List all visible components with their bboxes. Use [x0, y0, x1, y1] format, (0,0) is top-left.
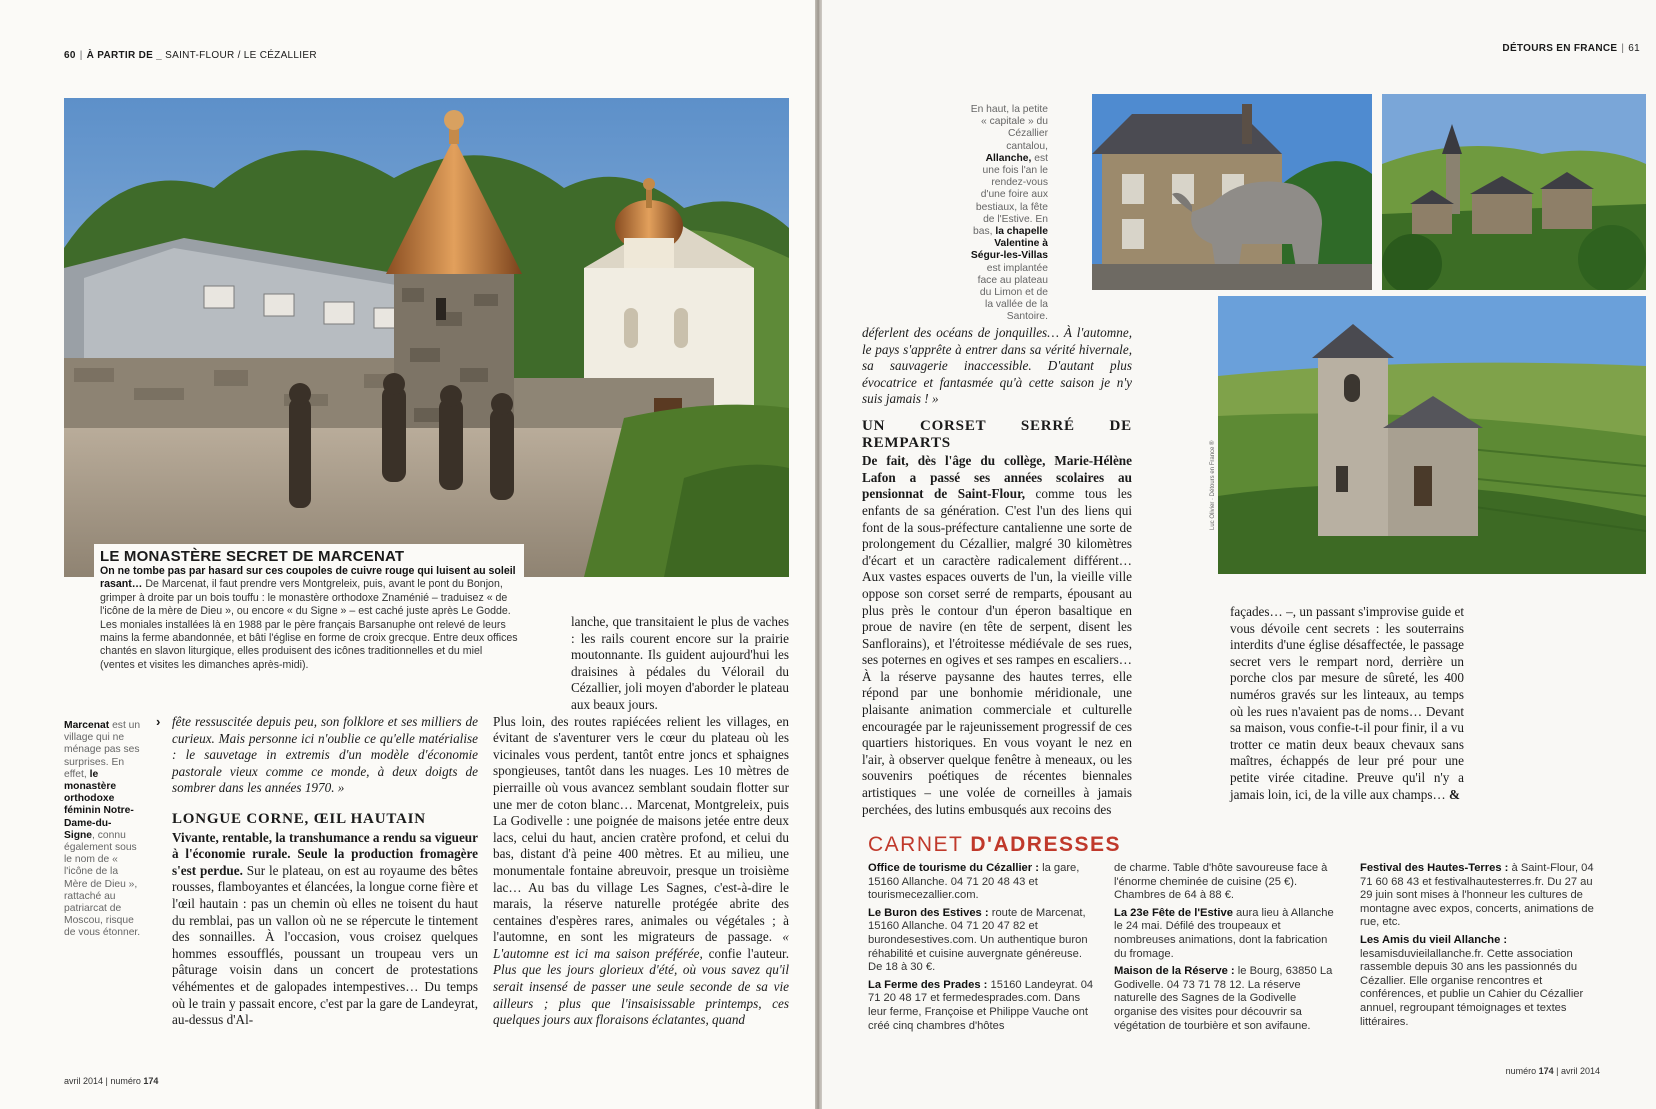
carnet-entry: [1114, 965, 1342, 1033]
quote-attribution: confie l'auteur.: [702, 945, 789, 961]
carnet-entry-text: 15160 Landeyrat. 04 71 20 48 17 et fermedesprades.com. Dans leur ferme, Françoise et Philippe Vauche ont créé cinq chambres d'hôtes: [868, 978, 1094, 1032]
article-column-1: [156, 714, 478, 1029]
left-folio: 60 | À PARTIR DE _ SAINT-FLOUR / LE CÉZALLIER: [64, 50, 317, 61]
magazine-title: DÉTOURS EN FRANCE: [1502, 43, 1618, 54]
column-a-body: [862, 453, 1132, 818]
end-mark: &: [1449, 786, 1461, 802]
carnet-title-bold: D'ADRESSES: [970, 833, 1122, 856]
column-1-intro: [156, 714, 478, 797]
column-2-top: lanche, que transitaient le plus de vaches : les rails courent encore sur la prairie moutonnante. Ils guident aujourd'hui les draisines à pédales du Vélorail du Cézallier, joli moyen d'aborder le plateau aux beaux jours.: [571, 614, 789, 712]
section-heading: LONGUE CORNE, ŒIL HAUTAIN: [172, 810, 426, 827]
column-2-body: [493, 714, 789, 1029]
left-page: [0, 0, 815, 1109]
column-a-lead: De fait, dès l'âge du collège, Marie-Hélène Lafon a passé ses années scolaires au pensionnat de Saint-Flour,: [862, 453, 1132, 502]
carnet-entry: [1360, 934, 1594, 1029]
caption-text-1: En haut, la petite « capitale » du Cézallier cantalou,: [970, 104, 1048, 152]
column-1-lead: Vivante, rentable, la transhumance a rendu sa vigueur à l'économie rurale. Seule la production fromagère s'est perdue.: [172, 829, 478, 878]
allanche-cow-photo: [1092, 94, 1372, 290]
caption-bold-1: Allanche,: [985, 152, 1032, 164]
caption-text-2: est une fois l'an le rendez-vous d'une foire aux bestiaux, la fête de l'Estive. En bas,: [973, 152, 1048, 238]
right-footer: numéro 174 | avril 2014: [1505, 1066, 1600, 1076]
quote-rest: Plus que les jours glorieux d'été, où vous savez qu'il serait insensé de passer une seule seconde de sa vie ailleurs ; plus que l'insaisissable printemps, ces quelques jours aux floraisons éclatantes, quand: [493, 962, 789, 1028]
column-1-intro-text: fête ressuscitée depuis peu, son folklore et ses milliers de curieux. Mais personne ici n'oublie ce qu'elle matérialise : le sauvetage in extremis d'un modèle d'économie pastorale vieux comme ce monde, à deux doigts de sombrer dans les années 1970. »: [172, 714, 478, 796]
footer-date: avril 2014: [64, 1076, 104, 1086]
footer-label: numéro: [1505, 1066, 1537, 1076]
column-2-text: Plus loin, des routes rapiécées relient les villages, en évitant de s'aventurer vers le cœur du plateau où les vicinales vous perdent, tantôt entre joncs et sphaignes spongieuses, tantôt dans les nuages. Les 10 mètres de pierraille où vous avancez semblant soudain flotter sur une mer de coton blanc… Marcenat, Montgreleix, puis La Godivelle : une poignée de maisons jetée entre deux lacs, celui du haut, ancien cratère profond, et celui du bas, distant d'à peine 400 mètres. Et au milieu, une monumentale fontaine abreuvoir, presque un troisième lac… Au bas du village Les Sagnes, c'est-à-dire le marais, la réserve naturelle protégée abrite des centaines d'espères rares, animales ou végétales ; à l'automne, en sont les migrateurs de passage.: [493, 713, 789, 945]
sidebar-bold-2: le monastère orthodoxe féminin Notre-Dame-du-Signe: [64, 768, 134, 841]
page-number: 61: [1628, 43, 1640, 54]
section-label: À PARTIR DE _: [86, 50, 163, 61]
caption-body: De Marcenat, il faut prendre vers Montgreleix, puis, avant le pont du Bonjon, grimper à droite par un bois touffu : le monastère orthodoxe Znaménié – traduisez « de l'icône de la mère de Dieu », ou encore « du Signe » – est caché juste après Le Godde. Les moniales installées là en 1988 par le père français Barsanuphe ont relevé de leurs mains la ferme abandonnée, et bâti l'église en forme de croix grecque. Entre deux offices chantés en slavon liturgique, elles produisent des icônes traditionnelles et du miel (ventes et visites les dimanches après-midi).: [100, 578, 518, 671]
carnet-entry: [1114, 907, 1342, 961]
column-a-text: comme tous les enfants de sa génération. C'est l'un des liens qui font de la sous-préfecture cantalienne une sorte de prolongement du Cézallier, malgré 30 kilomètres d'écart et un caractère radicalement différent… Aux vastes espaces ouverts de l'un, la vieille ville oppose son corset serré de remparts, épousant au plus près le contour d'un éperon basaltique en proue de navire (en tête de serpent, disent les Sanflorains), et l'étroitesse médiévale de ses rues, ses poternes en ogives et ses rampes en escaliers… À la réserve paysanne des hautes terres, elle répond par une bonhomie méridionale, une plaisante animation commerciale et culturelle encouragée par le rajeunissement progressif de ces quartiers historiques. En vous voyant le nez en l'air, à observer quelque fenêtre à meneaux, ou les souvenirs poétiques de récentes biennales artistiques – une volée de corneilles à jamais perchées, des lutins embusqués aux recoins des: [862, 486, 1132, 817]
carnet-entry: [868, 979, 1096, 1033]
footer-issue-number: 174: [143, 1076, 159, 1086]
article-column-b: [1160, 604, 1464, 803]
carnet-entry-name: Maison de la Réserve :: [1114, 965, 1235, 978]
section-heading: UN CORSET SERRÉ DE REMPARTS: [862, 417, 1132, 451]
photo-credit: Luc Olivier · Détours en France ®: [1210, 440, 1216, 530]
carnet-entry-text: aura lieu à Allanche le 24 mai. Défilé des troupeaux et nombreuses animations, dont la fabrication du fromage.: [1114, 906, 1334, 960]
caption-bold-2: la chapelle Valentine à Ségur-les-Villas: [970, 226, 1048, 262]
column-b-text: façades… –, un passant s'improvise guide et vous dévoile cent secrets : les souterrains interdits d'une église désaffectée, le passage secret vers le rempart nord, derrière un porche clos par mesure de sûreté, les 400 numéros gravés sur les linteaux, au temps où les rues n'avaient pas de noms… Devant sa maison, vous confie-t-il pour finir, il a vu trotter ce matin deux beaux chevaux sans maîtres, échappés de leur pré pour une petite virée citadine. Preuve qu'il n'y a jamais loin, ici, de la ville aux champs…: [1230, 604, 1464, 802]
carnet-entry-text: à Saint-Flour, 04 71 60 68 43 et festivalhautesterres.fr. Du 27 au 29 juin sont mises à l'honneur les cultures de montagne avec expos, concerts, animations de rue, etc.: [1360, 862, 1594, 929]
column-1-text: Sur le plateau, on est au royaume des bêtes rousses, flamboyantes et élancées, la longue corne fière et l'œil hautain : pas un chemin où elles ne toisent du haut du remblai, pas un vallon où ne se répercute le tintement des sonnailles. À l'occasion, vous croisez quelques hommes essoufflés, poussant un troupeau vers un pâturage voisin dans un concert de protestations véhémentes et de galopades intempestives… Du temps où le train y passait encore, c'est par la gare de Landeyrat, au-dessus d'Al-: [172, 862, 478, 1028]
caption-text: [100, 565, 518, 672]
sidebar-text-2: , connu également sous le nom de « l'icône de la Mère de Dieu », rattaché au patriarcat de Moscou, risque de vous étonner.: [64, 829, 141, 939]
quote-open: « L'automne est ici ma saison préférée,: [493, 929, 789, 961]
carnet-entry-text: route de Marcenat, 15160 Allanche. 04 71 20 47 82 et burondesestives.com. Un authentique buron réhabilité et cuisine auvergnate généreuse. De 18 à 30 €.: [868, 906, 1088, 974]
carnet-entry-text: de charme. Table d'hôte savoureuse face à l'énorme cheminée de cuisine (25 €). Chambres de 64 à 88 €.: [1114, 862, 1328, 902]
monastery-photo: [64, 98, 789, 577]
carnet-column-2: [1114, 862, 1342, 1037]
monastery-caption: [94, 544, 524, 685]
left-footer: avril 2014 | numéro 174: [64, 1076, 159, 1086]
carnet-entry-text: la gare, 15160 Allanche. 04 71 20 48 43 et tourismecezallier.com.: [868, 862, 1080, 902]
sidebar-note: [64, 720, 142, 940]
article-column-a: [862, 325, 1132, 818]
right-page: [822, 0, 1656, 1109]
carnet-entry: [868, 907, 1096, 975]
sidebar-bold-1: Marcenat: [64, 720, 110, 731]
carnet-entry-text: lesamisduvieilallanche.fr. Cette association rassemble depuis 30 ans les passionnés du Cézallier. Elle organise rencontres et conférences, et publie un Cahier du Cézallier annuel, regroupant témoignages et textes littéraires.: [1360, 947, 1584, 1028]
carnet-entry-name: Les Amis du vieil Allanche :: [1360, 933, 1508, 946]
article-column-2: [493, 614, 789, 1029]
carnet-title: [868, 833, 1121, 857]
page-number: 60: [64, 50, 76, 61]
allanche-village-photo: [1382, 94, 1646, 290]
column-a-intro: déferlent des océans de jonquilles… À l'automne, le pays s'apprête à entrer dans sa vérité hivernale, sa sauvagerie inaccessible. D'autant plus évocatrice et fantasmée qu'à cette saison je n'y suis jamais ! »: [862, 325, 1132, 407]
carnet-entry-name: La Ferme des Prades :: [868, 978, 988, 991]
carnet-entry: [1360, 862, 1594, 930]
caption-text-3: est implantée face au plateau du Limon et de la vallée de la Santoire.: [977, 262, 1048, 323]
caption-title: LE MONASTÈRE SECRET DE MARCENAT: [100, 548, 405, 565]
caption-lead: On ne tombe pas par hasard sur ces coupoles de cuivre rouge qui luisent au soleil rasant…: [100, 565, 516, 591]
carnet-column-1: [868, 862, 1096, 1037]
column-1-body: [172, 830, 478, 1029]
footer-issue-number: 174: [1538, 1066, 1554, 1076]
footer-label: numéro: [110, 1076, 141, 1086]
carnet-entry: [1114, 862, 1342, 903]
right-folio: DÉTOURS EN FRANCE | 61: [1502, 43, 1640, 54]
carnet-entry-text: le Bourg, 63850 La Godivelle. 04 73 71 78 12. La réserve naturelle des Sagnes de la Godivelle organise des visites pour découvrir sa végétation de tourbière et son avifaune.: [1114, 965, 1333, 1032]
chapel-photo: [1218, 296, 1646, 574]
sidebar-text-1: est un village qui ne ménage pas ses surprises. En effet,: [64, 720, 141, 780]
arrow-icon: ›: [156, 714, 161, 729]
carnet-column-3: [1360, 862, 1594, 1033]
footer-date: avril 2014: [1560, 1066, 1600, 1076]
carnet-entry-name: Festival des Hautes-Terres :: [1360, 862, 1509, 874]
column-b-body: [1160, 604, 1464, 803]
carnet-title-light: CARNET: [868, 833, 963, 856]
section-place: SAINT-FLOUR / LE CÉZALLIER: [165, 50, 317, 61]
carnet-entry-name: La 23e Fête de l'Estive: [1114, 906, 1233, 919]
photo-caption: [970, 104, 1048, 324]
carnet-entry-name: Office de tourisme du Cézallier :: [868, 862, 1039, 874]
carnet-entry: [868, 862, 1096, 903]
carnet-entry-name: Le Buron des Estives :: [868, 906, 989, 919]
